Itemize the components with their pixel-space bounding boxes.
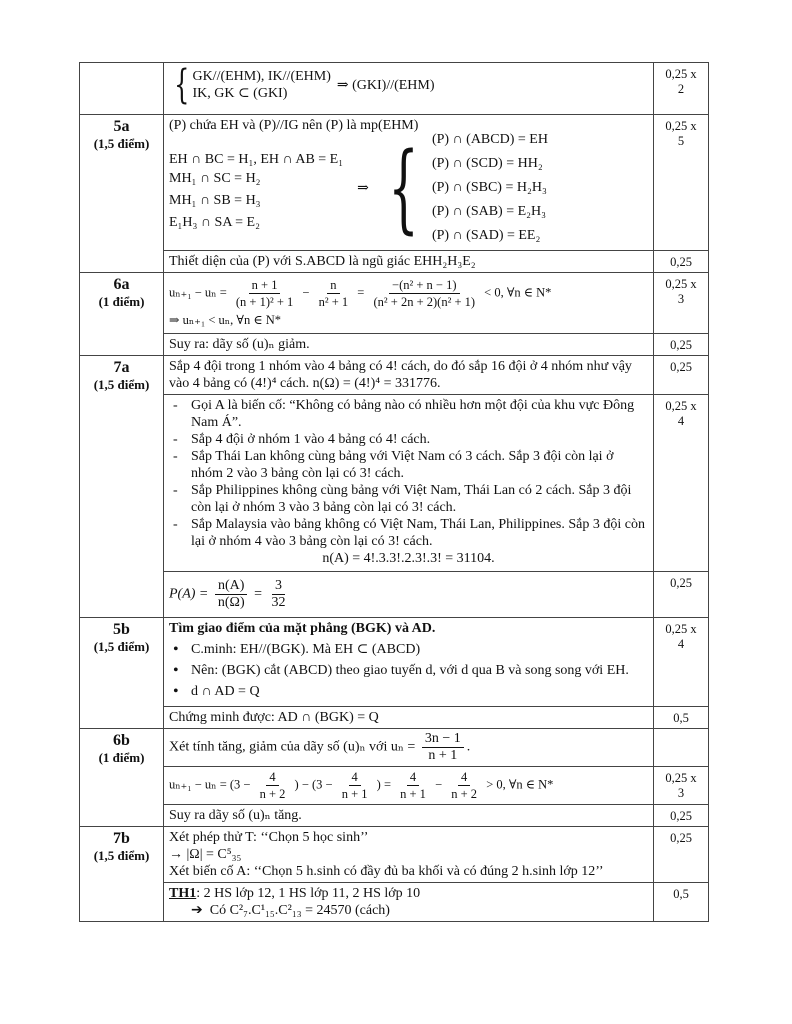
content-cell <box>164 805 654 827</box>
score-cell: 0,25 <box>654 251 709 273</box>
question-cell <box>80 273 164 356</box>
relation-line: E₁H₃ ∩ SA = E₂ <box>169 214 260 230</box>
list-item: - Sắp Malaysia vào bảng không có Việt Nam, Thái Lan, Philippines. Sắp 3 đội còn lại ở nhóm 4 vào 3 bảng còn lại có 3! cách. <box>169 516 648 550</box>
question-cell <box>80 729 164 827</box>
relation-line: (P) ∩ (SAD) = EE₂ <box>431 228 541 243</box>
formula-line: Có C²₇.C¹₁₅.C²₁₃ = 24570 (cách) <box>209 903 390 918</box>
question-number: 7b <box>113 830 130 847</box>
table-row <box>80 729 709 767</box>
score-cell <box>654 729 709 767</box>
content-cell <box>164 251 654 273</box>
content-cell <box>164 356 654 395</box>
system-of-relations <box>169 62 648 108</box>
question-points: (1,5 điểm) <box>93 377 150 392</box>
implies-symbol: ⇒ <box>357 180 369 196</box>
table-row <box>80 618 709 707</box>
table-row <box>80 273 709 334</box>
question-points: (1 điểm) <box>98 750 145 765</box>
question-points: (1,5 điểm) <box>93 848 150 863</box>
formula-line: P(A) = $\frac{n(A)}{n(\Omega)}$ = $\frac{3}{32}$ <box>169 578 286 610</box>
content-cell <box>164 707 654 729</box>
formula-line: n(A) = 4!.3.3!.2.3!.3! = 31104. <box>322 551 495 566</box>
answer-key-page <box>79 62 708 922</box>
score-cell: 0,25 x 4 <box>654 395 709 572</box>
content-cell <box>164 767 654 805</box>
relation-line: IK, GK ⊂ (GKI) <box>192 86 288 101</box>
question-points: (1,5 điểm) <box>93 639 150 654</box>
content-cell <box>164 729 654 767</box>
score-cell: 0,25 <box>654 827 709 883</box>
table-row <box>80 115 709 251</box>
score-cell: 0,25 <box>654 572 709 618</box>
score-cell: 0,25 <box>654 334 709 356</box>
table-row <box>80 883 709 922</box>
conclusion-text: Suy ra dãy số (u)ₙ tăng. <box>169 808 302 823</box>
question-number: 5a <box>113 118 130 135</box>
content-cell <box>164 572 654 618</box>
formula-line: → |Ω| = C⁵₃₅ <box>169 847 242 862</box>
left-brace: { <box>388 132 419 244</box>
content-cell <box>164 334 654 356</box>
table-row <box>80 827 709 883</box>
list-item: - Sắp Thái Lan không cùng bảng với Việt Nam có 3 cách. Sắp 3 đội còn lại ở nhóm 2 vào 3 bảng còn lại có 3! cách. <box>169 448 648 482</box>
question-number: 6a <box>113 276 130 293</box>
paragraph: Sắp 4 đội trong 1 nhóm vào 4 bảng có 4! cách, do đó sắp 16 đội ở 4 nhóm như vậy vào 4 bảng có (4!)⁴ cách. n(Ω) = (4!)⁴ = 331776. <box>169 359 632 391</box>
score-cell: 0,5 <box>654 707 709 729</box>
list-item: - Sắp 4 đội ở nhóm 1 vào 4 bảng có 4! cách. <box>169 431 648 448</box>
paragraph: (P) chứa EH và (P)//IG nên (P) là mp(EHM) <box>169 118 419 133</box>
question-number: 6b <box>113 732 130 749</box>
content-cell <box>164 115 654 251</box>
list-item: - Gọi A là biến cố: “Không có bảng nào có nhiều hơn một đội của khu vực Đông Nam Á”. <box>169 397 648 431</box>
formula-line: Xét tính tăng, giảm của dãy số (u)ₙ với uₙ = $\frac{3n - 1}{n + 1}$ . <box>169 731 471 763</box>
question-cell <box>80 618 164 729</box>
solution-list <box>169 641 648 700</box>
content-cell <box>164 273 654 334</box>
question-points: (1 điểm) <box>98 294 145 309</box>
answer-table <box>79 62 709 922</box>
relation-line: (P) ∩ (SBC) = H₂H₃ <box>431 180 547 195</box>
content-cell <box>164 618 654 707</box>
relation-line: MH₁ ∩ SB = H₃ <box>169 192 261 208</box>
list-item: • Nên: (BGK) cắt (ABCD) theo giao tuyến d, với d qua B và song song với EH. <box>169 662 648 679</box>
relation-line: (P) ∩ (SAB) = E₂H₃ <box>431 204 547 219</box>
score-cell: 0,25 x 3 <box>654 767 709 805</box>
paragraph: Xét phép thử T: ‘‘Chọn 5 học sinh’’ <box>169 830 369 845</box>
case-text: : 2 HS lớp 12, 1 HS lớp 11, 2 HS lớp 10 <box>196 886 421 901</box>
arrow-right-icon: ➔ <box>191 902 203 918</box>
content-cell <box>164 395 654 572</box>
score-cell: 0,25 <box>654 356 709 395</box>
score-cell: 0,25 x 5 <box>654 115 709 251</box>
table-row <box>80 767 709 805</box>
relation-line: (P) ∩ (ABCD) = EH <box>431 132 548 147</box>
relation-line: (P) ∩ (SCD) = HH₂ <box>431 156 543 171</box>
content-cell <box>164 883 654 922</box>
question-cell <box>80 356 164 618</box>
relation-line: MH₁ ∩ SC = H₂ <box>169 170 261 186</box>
table-row <box>80 395 709 572</box>
score-cell: 0,25 x 4 <box>654 618 709 707</box>
question-cell <box>80 115 164 273</box>
list-item: • C.minh: EH//(BGK). Mà EH ⊂ (ABCD) <box>169 641 648 658</box>
sub-question-title: Tìm giao điểm của mặt phẳng (BGK) và AD. <box>169 621 436 636</box>
question-number: 7a <box>113 359 130 376</box>
formula-line: uₙ₊₁ − uₙ = $\frac{n + 1}{\text{(n + 1)² + 1}}$ − $\frac{n}{\text{n² + 1}}$ = $\frac{\text{−(n² + n − 1)}}{\text{(n² + 2n + 2)(n² + 1)}}$ < 0, ∀n ∈ N* <box>169 278 552 309</box>
question-number: 5b <box>113 621 130 638</box>
table-row <box>80 251 709 273</box>
formula-line: ⇒ uₙ₊₁ < uₙ, ∀n ∈ N* <box>169 313 281 327</box>
conclusion-text: Suy ra: dãy số (u)ₙ giảm. <box>169 337 310 352</box>
question-points: (1,5 điểm) <box>93 136 150 151</box>
score-cell: 0,25 x 2 <box>654 63 709 115</box>
formula-line: uₙ₊₁ − uₙ = (3 − $\frac{4}{n + 2}$ ) − (3 − $\frac{4}{n + 1}$ ) = $\frac{4}{n + 1}$ − $\frac{4}{n + 2}$ > 0, ∀n ∈ N* <box>169 770 554 801</box>
table-row <box>80 805 709 827</box>
score-cell: 0,5 <box>654 883 709 922</box>
intersection-system <box>169 128 648 248</box>
conclusion-text: Thiết diện của (P) với S.ABCD là ngũ giác EHH₂H₃E₂ <box>169 254 476 269</box>
content-cell <box>164 63 654 115</box>
relation-result: ⇒ (GKI)//(EHM) <box>336 77 435 93</box>
list-item: - Sắp Philippines không cùng bảng với Việt Nam, Thái Lan có 2 cách. Sắp 3 đội còn lại ở nhóm 3 vào 3 bảng còn lại có 3! cách. <box>169 482 648 516</box>
question-cell-empty <box>80 63 164 115</box>
table-row <box>80 356 709 395</box>
table-row <box>80 572 709 618</box>
case-label: TH1 <box>169 886 197 901</box>
conclusion-text: Chứng minh được: AD ∩ (BGK) = Q <box>169 710 379 725</box>
table-row <box>80 334 709 356</box>
score-cell: 0,25 <box>654 805 709 827</box>
left-brace: { <box>174 62 190 108</box>
list-item: • d ∩ AD = Q <box>169 683 648 700</box>
score-cell: 0,25 x 3 <box>654 273 709 334</box>
solution-list <box>169 397 648 550</box>
content-cell <box>164 827 654 883</box>
paragraph: Xét biến cố A: ‘‘Chọn 5 h.sinh có đầy đủ ba khối và có đúng 2 h.sinh lớp 12’’ <box>169 864 604 879</box>
relation-line: EH ∩ BC = H₁, EH ∩ AB = E₁ <box>169 151 344 167</box>
table-row <box>80 707 709 729</box>
table-row <box>80 63 709 115</box>
question-cell <box>80 827 164 922</box>
relation-line: GK//(EHM), IK//(EHM) <box>192 69 331 84</box>
